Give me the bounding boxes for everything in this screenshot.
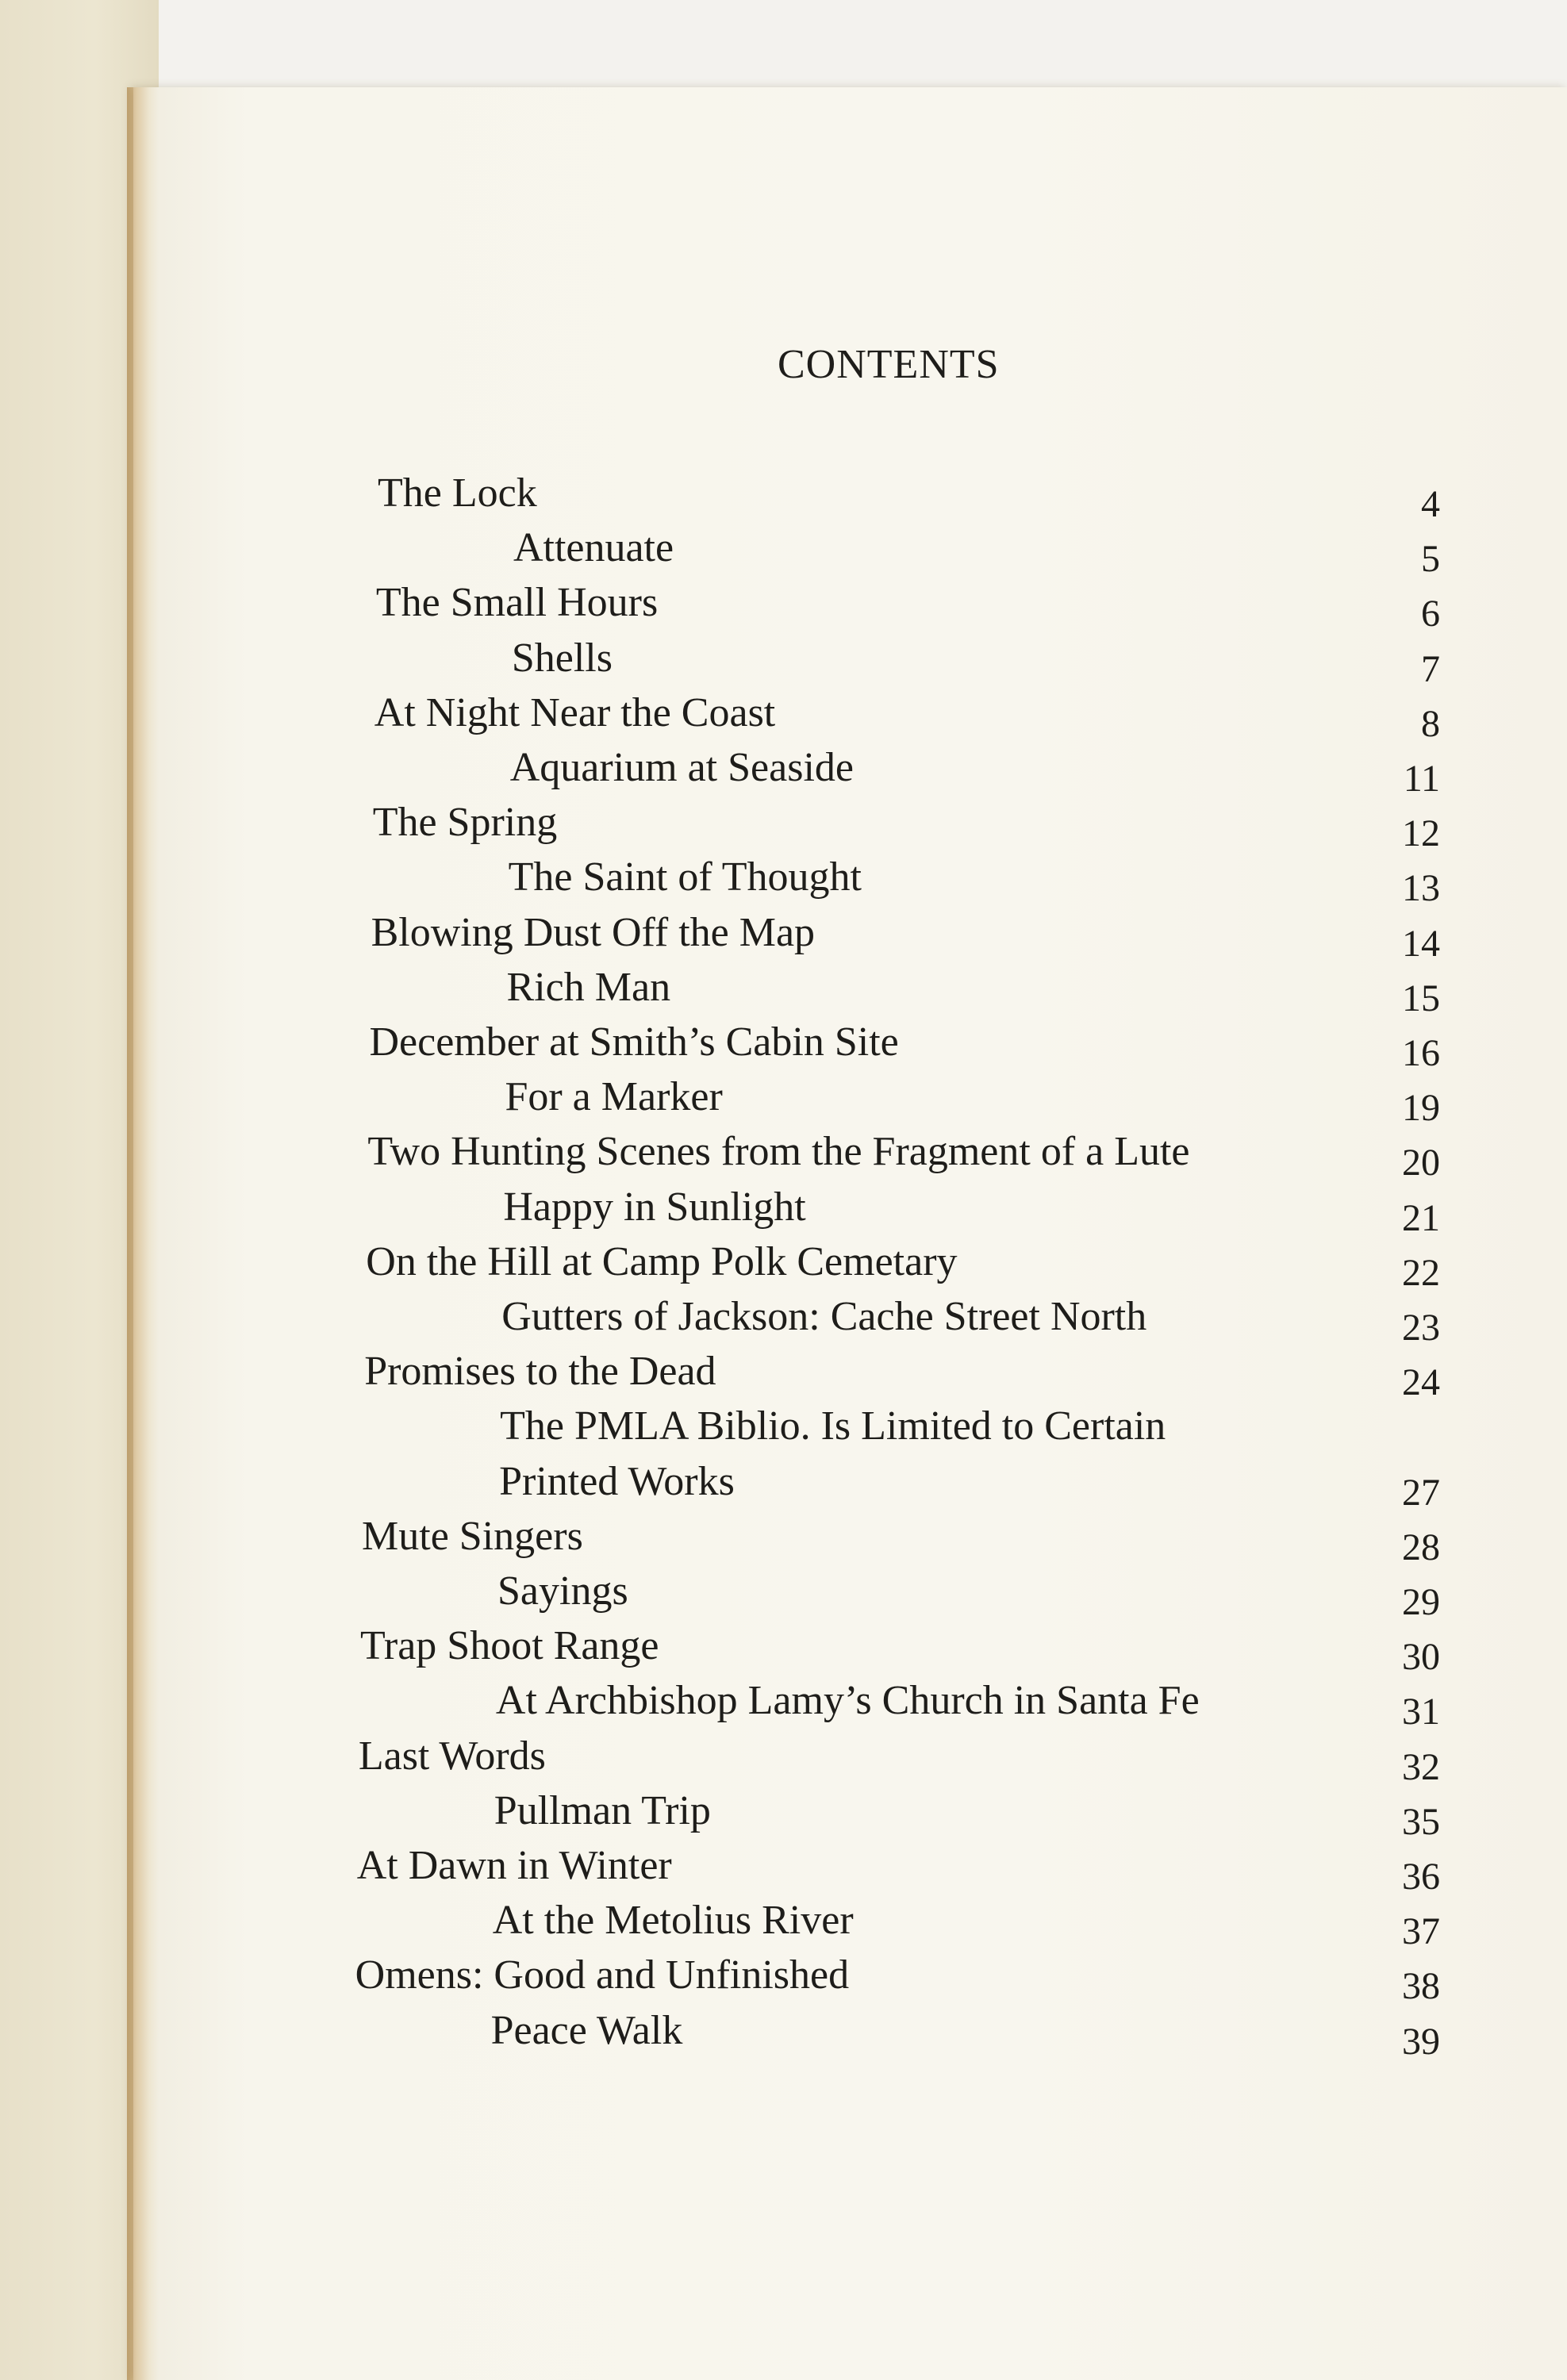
toc-entry-title: Two Hunting Scenes from the Fragment of a Lute bbox=[367, 1129, 1190, 1175]
toc-entry bbox=[0, 689, 1567, 745]
toc-entry-title: Blowing Dust Off the Map bbox=[371, 909, 816, 955]
toc-entry-title: Mute Singers bbox=[362, 1513, 583, 1559]
contents-heading: CONTENTS bbox=[778, 342, 1000, 387]
toc-entry-title: Last Words bbox=[358, 1733, 546, 1779]
toc-entry bbox=[0, 1238, 1567, 1294]
toc-entry-page-number: 22 bbox=[1402, 1251, 1440, 1294]
toc-entry-subtitle: Rich Man bbox=[506, 964, 671, 1010]
toc-entry-subtitle: Peace Walk bbox=[490, 2007, 683, 2053]
toc-entry bbox=[0, 1348, 1567, 1403]
toc-entry-page-number: 11 bbox=[1403, 758, 1440, 800]
toc-entry-page-number: 12 bbox=[1402, 812, 1440, 855]
toc-entry-page-number: 35 bbox=[1402, 1800, 1440, 1843]
toc-entry bbox=[0, 1733, 1567, 1788]
toc-entry bbox=[0, 524, 1567, 580]
toc-entry bbox=[0, 1842, 1567, 1898]
toc-entry-page-number: 31 bbox=[1402, 1691, 1440, 1733]
toc-entry-title: Omens: Good and Unfinished bbox=[355, 1952, 850, 1998]
toc-entry-page-number: 6 bbox=[1421, 593, 1440, 635]
toc-entry bbox=[0, 1403, 1567, 1458]
toc-entry-title: At Dawn in Winter bbox=[356, 1843, 672, 1888]
toc-entry-title: At Night Near the Coast bbox=[374, 689, 776, 735]
toc-entry-page-number: 27 bbox=[1402, 1471, 1440, 1514]
toc-entry-page-number: 28 bbox=[1402, 1526, 1440, 1568]
toc-entry-subtitle: Happy in Sunlight bbox=[503, 1184, 806, 1230]
toc-entry bbox=[0, 1019, 1567, 1074]
toc-entry-subtitle: Pullman Trip bbox=[494, 1787, 711, 1833]
toc-entry-title: The Small Hours bbox=[375, 580, 659, 626]
toc-entry-page-number: 38 bbox=[1402, 1965, 1440, 2008]
toc-entry-page-number: 4 bbox=[1421, 483, 1440, 525]
toc-entry-page-number: 8 bbox=[1421, 702, 1440, 745]
toc-entry-title: The Lock bbox=[378, 470, 537, 516]
toc-entry bbox=[0, 470, 1567, 525]
toc-entry-subtitle: Sayings bbox=[497, 1568, 628, 1614]
toc-entry bbox=[0, 1677, 1567, 1733]
toc-entry bbox=[0, 579, 1567, 635]
toc-entry-subtitle: Gutters of Jackson: Cache Street North bbox=[501, 1294, 1147, 1339]
toc-entry bbox=[0, 635, 1567, 690]
toc-entry-page-number: 13 bbox=[1402, 867, 1440, 910]
toc-entry bbox=[0, 909, 1567, 965]
toc-entry-title: On the Hill at Camp Polk Cemetary bbox=[366, 1238, 958, 1284]
toc-entry-subtitle: At the Metolius River bbox=[492, 1898, 854, 1944]
toc-entry-subtitle: At Archbishop Lamy’s Church in Santa Fe bbox=[495, 1678, 1200, 1724]
toc-entry-page-number: 14 bbox=[1402, 922, 1440, 965]
toc-entry-subtitle: For a Marker bbox=[505, 1074, 723, 1120]
toc-entry-title: Trap Shoot Range bbox=[359, 1623, 659, 1669]
toc-entry bbox=[0, 1787, 1567, 1843]
toc-entry-subtitle: Aquarium at Seaside bbox=[509, 745, 854, 790]
toc-entry bbox=[0, 854, 1567, 909]
toc-entry bbox=[0, 1952, 1567, 2007]
toc-entry-page-number: 5 bbox=[1421, 538, 1440, 581]
toc-entry bbox=[0, 964, 1567, 1019]
toc-entry-subtitle: Shells bbox=[511, 635, 613, 681]
toc-entry-page-number: 23 bbox=[1402, 1307, 1440, 1349]
toc-entry-subtitle: Attenuate bbox=[513, 525, 674, 571]
toc-entry bbox=[0, 1568, 1567, 1623]
toc-entry-page-number: 24 bbox=[1402, 1361, 1440, 1404]
toc-entry bbox=[0, 1293, 1567, 1349]
toc-entry-page-number: 21 bbox=[1402, 1196, 1440, 1239]
toc-entry-page-number: 7 bbox=[1421, 647, 1440, 690]
toc-entry bbox=[0, 1184, 1567, 1239]
toc-entry bbox=[0, 799, 1567, 854]
toc-entry-page-number: 19 bbox=[1402, 1087, 1440, 1130]
toc-entry-title: The Spring bbox=[372, 800, 558, 846]
toc-entry-page-number: 29 bbox=[1402, 1581, 1440, 1623]
toc-entry bbox=[0, 1073, 1567, 1129]
toc-entry bbox=[0, 1897, 1567, 1952]
toc-entry-page-number: 30 bbox=[1402, 1636, 1440, 1679]
toc-entry-title: Promises to the Dead bbox=[364, 1349, 716, 1395]
toc-entry bbox=[0, 2007, 1567, 2063]
toc-entry-page-number: 16 bbox=[1402, 1032, 1440, 1074]
toc-entry bbox=[0, 1458, 1567, 1514]
toc-entry-subtitle: Printed Works bbox=[499, 1458, 735, 1504]
toc-entry bbox=[0, 1513, 1567, 1568]
toc-entry bbox=[0, 744, 1567, 800]
toc-entry bbox=[0, 1128, 1567, 1184]
toc-entry-page-number: 32 bbox=[1402, 1745, 1440, 1788]
toc-entry-subtitle: The PMLA Biblio. Is Limited to Certain bbox=[500, 1403, 1166, 1449]
toc-entry-page-number: 39 bbox=[1402, 2020, 1440, 2063]
toc-entry-title: December at Smith’s Cabin Site bbox=[369, 1019, 899, 1065]
toc-entry-page-number: 36 bbox=[1402, 1856, 1440, 1898]
toc-entry-page-number: 37 bbox=[1402, 1910, 1440, 1953]
toc-entry-page-number: 20 bbox=[1402, 1142, 1440, 1184]
toc-entry-page-number: 15 bbox=[1402, 977, 1440, 1019]
toc-entry bbox=[0, 1622, 1567, 1678]
toc-entry-subtitle: The Saint of Thought bbox=[508, 854, 862, 900]
